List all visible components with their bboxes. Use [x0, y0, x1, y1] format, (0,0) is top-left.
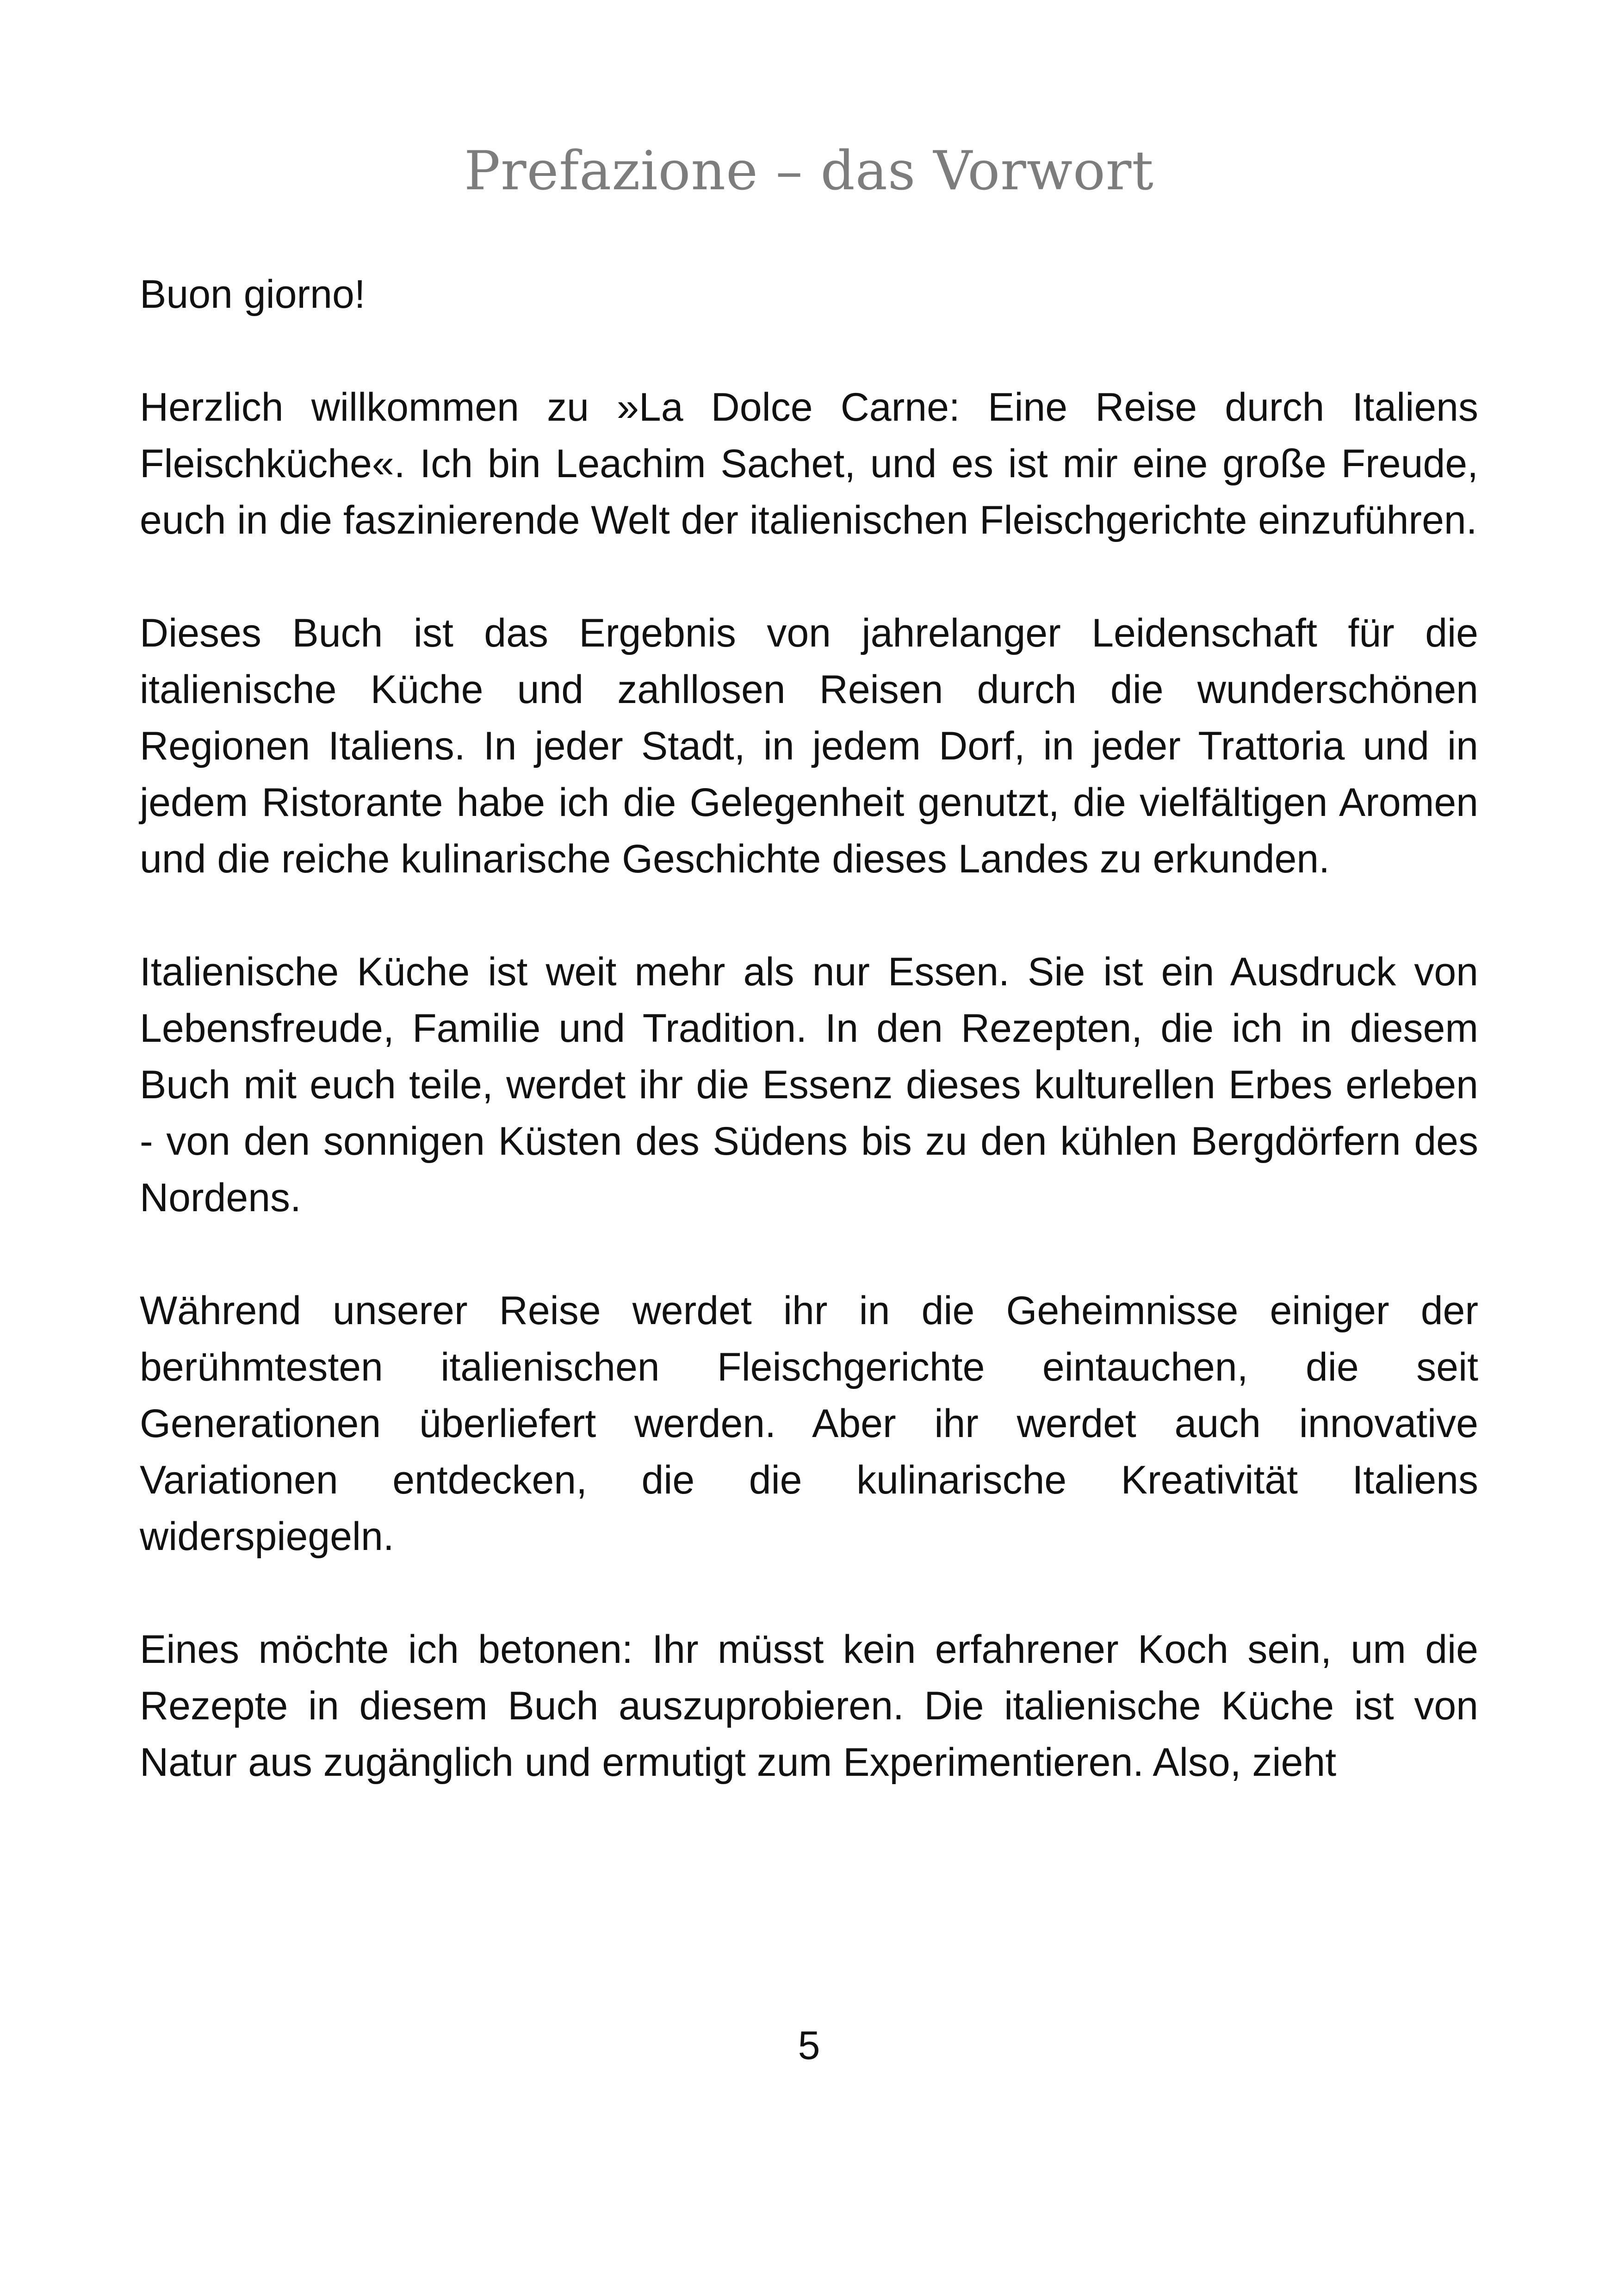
paragraph: Herzlich willkommen zu »La Dolce Carne: Eine Reise durch Italiens Fleischküche«. Ich bin Leachim Sachet, und es ist mir eine große Freude, euch in die faszinierende Welt der italienischen Fleischgerichte einzuführen. — [140, 385, 1478, 542]
paragraph: Dieses Buch ist das Ergebnis von jahrelanger Leidenschaft für die italienische Küche und zahllosen Reisen durch die wunderschönen Regionen Italiens. In jeder Stadt, in jedem Dorf, in jeder Trattoria und in jedem Ristorante habe ich die Gelegenheit genutzt, die vielfältigen Aromen und die reiche kulinarische Geschichte dieses Landes zu erkunden. — [140, 611, 1478, 881]
paragraph: Während unserer Reise werdet ihr in die Geheimnisse einiger der berühmtesten italienischen Fleischgerichte eintauchen, die seit Generationen überliefert werden. Aber ihr werdet auch innovative Variationen entdecken, die die kulinarische Kreativität Italiens widerspiegeln. — [140, 1288, 1478, 1559]
paragraph: Eines möchte ich betonen: Ihr müsst kein erfahrener Koch sein, um die Rezepte in diesem Buch auszuprobieren. Die italienische Küche ist von Natur aus zugänglich und ermutigt zum Experimentieren. Also, zieht — [140, 1627, 1478, 1785]
paragraph: Italienische Küche ist weit mehr als nur Essen. Sie ist ein Ausdruck von Lebensfreude, Familie und Tradition. In den Rezepten, die ich in diesem Buch mit euch teile, werdet ihr die Essenz dieses kulturellen Erbes erleben - von den sonnigen Küsten des Südens bis zu den kühlen Bergdörfern des Nordens. — [140, 950, 1478, 1220]
body-text — [140, 266, 1478, 1791]
greeting: Buon giorno! — [140, 272, 366, 317]
page-title: Prefazione – das Vorwort — [464, 140, 1154, 202]
page-number: 5 — [798, 2023, 820, 2068]
